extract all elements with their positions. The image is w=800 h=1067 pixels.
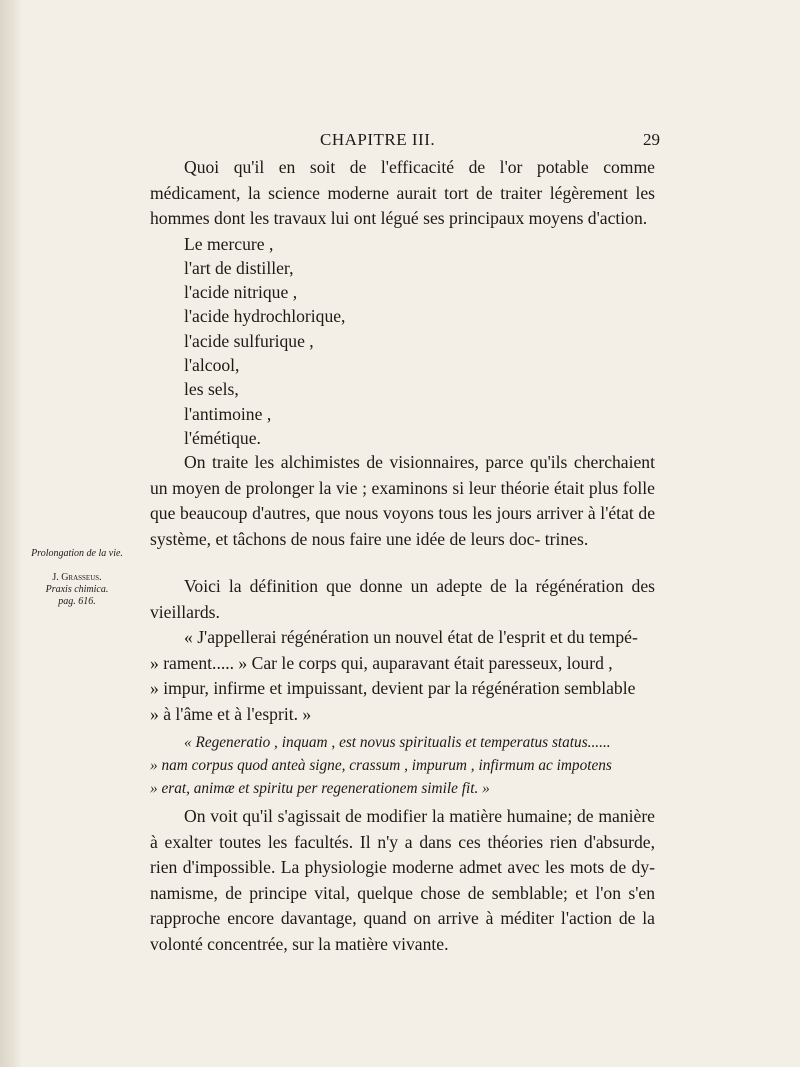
margin-note-page-ref: pag. 616.: [58, 596, 96, 607]
quote-line: » à l'âme et à l'esprit. »: [150, 703, 312, 724]
list-item: l'émétique.: [184, 427, 261, 448]
chemistry-list: [150, 232, 655, 451]
paragraph-alchemists: On traite les alchimistes de visionnaires, parce qu'ils cherchaient un moyen de prolonger la vie ; examinons si leur théorie était plus folle que beaucoup d'autres, que nous voyons tous les jours arriver à l'état de système, et tâchons de nous faire une idée de leurs doc- trines.: [150, 452, 655, 549]
quote-line: « J'appellerai régénération un nouvel état de l'esprit et du tempé-: [184, 627, 638, 648]
list-item: l'acide sulfurique ,: [184, 330, 314, 351]
latin-quote-line: » erat, animæ et spiritu per regenerationem simile fit. »: [150, 780, 490, 798]
margin-note-work: Praxis chimica.: [45, 584, 109, 595]
list-item: l'acide hydrochlorique,: [184, 306, 346, 327]
margin-note-topic: Prolongation de la vie.: [31, 548, 123, 559]
page-header: [320, 130, 660, 152]
list-item: les sels,: [184, 379, 239, 400]
paragraph-intro: Quoi qu'il en soit de l'efficacité de l'or potable comme médicament, la science moderne aurait tort de traiter légèrement les hommes dont les travaux lui ont légué ses principaux moyens d'action.: [150, 157, 655, 228]
quote-line: » rament..... » Car le corps qui, auparavant était paresseux, lourd ,: [150, 652, 613, 673]
list-item: l'acide nitrique ,: [184, 282, 298, 303]
margin-note-author: J. Grasseus.: [52, 572, 102, 583]
page-number: 29: [643, 130, 660, 149]
list-item: l'antimoine ,: [184, 403, 272, 424]
latin-quote-line: « Regeneratio , inquam , est novus spiritualis et temperatus status......: [184, 734, 611, 752]
quote-line: » impur, infirme et impuissant, devient par la régénération semblable: [150, 678, 636, 699]
latin-quote-line: » nam corpus quod anteà signe, crassum , impurum , infirmum ac impotens: [150, 757, 612, 775]
list-item: l'art de distiller,: [184, 257, 294, 278]
body-text: [150, 155, 655, 957]
running-title: CHAPITRE III.: [320, 130, 436, 149]
list-item: l'alcool,: [184, 354, 240, 375]
paragraph-conclusion: On voit qu'il s'agissait de modifier la matière humaine; de manière à exalter toutes les facultés. Il n'y a dans ces théories rien d'absurde, rien d'impossible. La physiologie moderne admet avec les mots de dy- namisme, de principe vital, quelque chose de semblable; et l'on s'en rapproche encore davantage, quand on arrive à méditer l'action de la volonté concentrée, sur la matière vivante.: [150, 806, 655, 954]
french-quote: [150, 625, 655, 727]
margin-note-citation: [6, 572, 148, 608]
list-item: Le mercure ,: [184, 233, 274, 254]
page-edge-shadow: [0, 0, 22, 1067]
latin-quote: [150, 731, 655, 800]
paragraph-definition: Voici la définition que donne un adepte de la régénération des vieillards.: [150, 576, 655, 622]
